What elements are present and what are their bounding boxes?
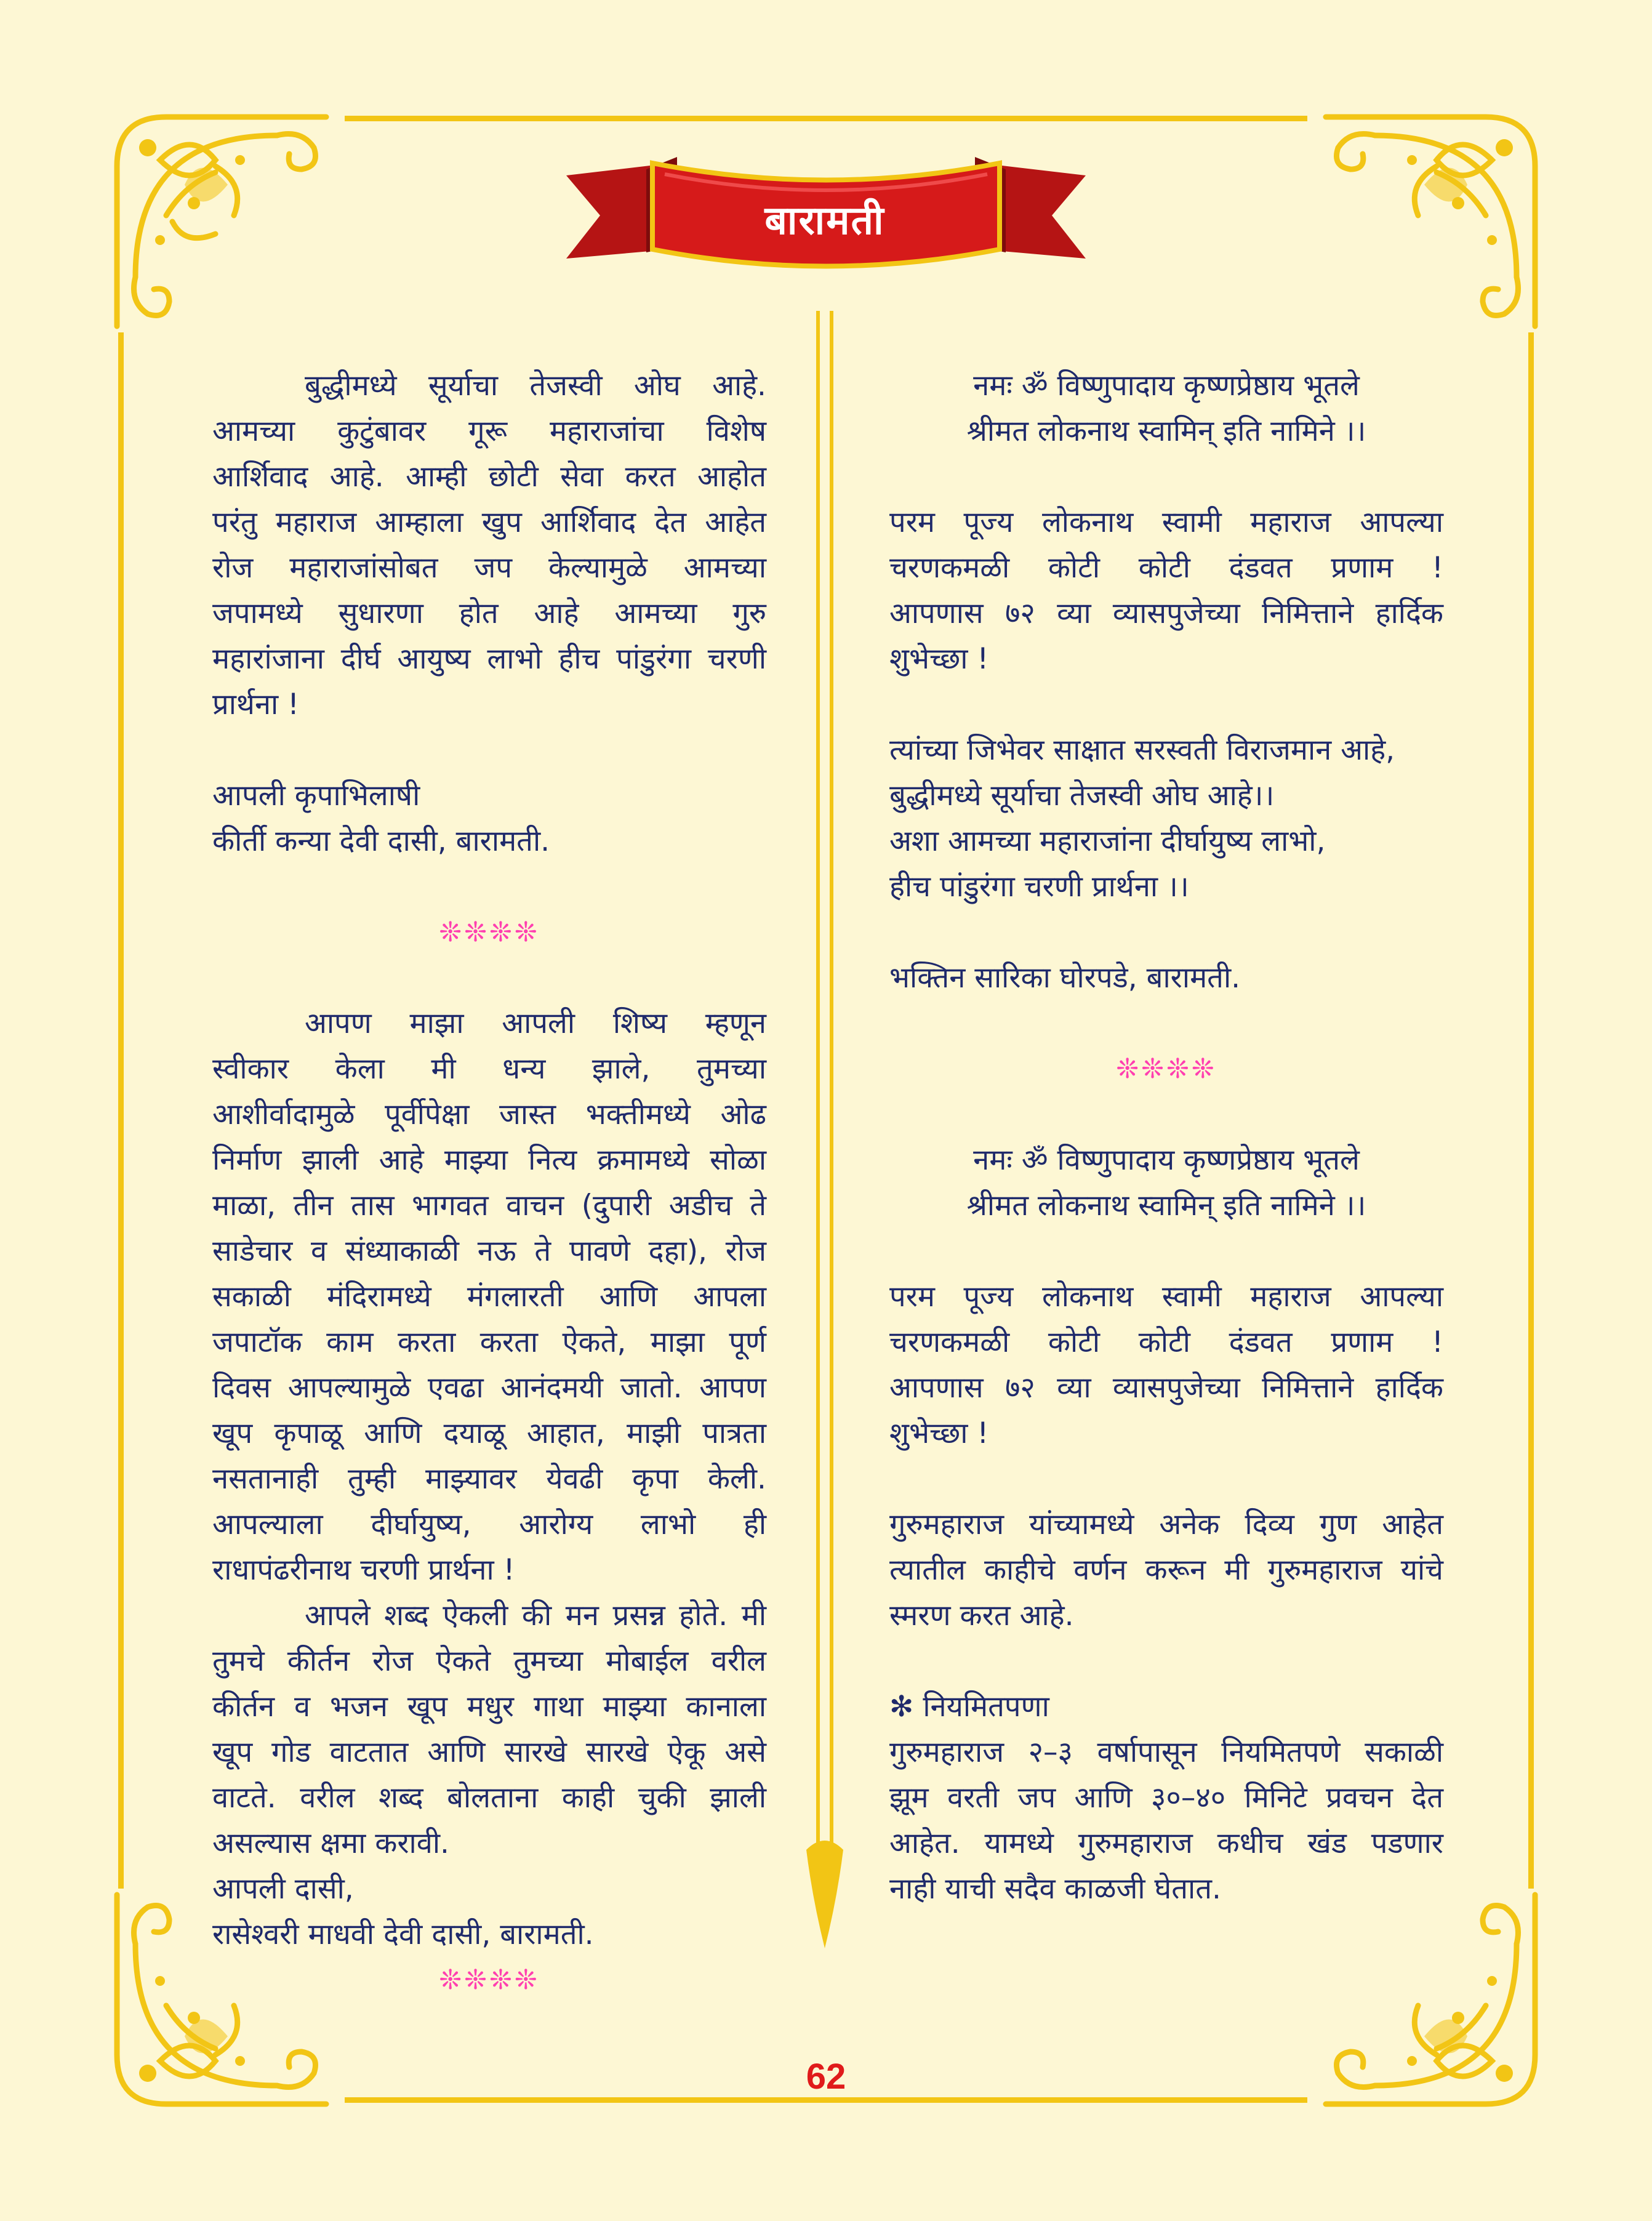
corner-ornament-icon [92,92,351,351]
text-line: आपली कृपाभिलाषी [212,779,420,813]
text-line: बुद्धीमध्ये सूर्याचा तेजस्वी ओघ आहे।। [889,779,1275,813]
text-line: त्यातील काहीचे वर्णन करून मी गुरुमहाराज यांचे [889,1553,1443,1587]
text-line: आपणास ७२ व्या व्यासपुजेच्या निमित्ताने हार्दिक [889,1371,1443,1405]
border-right [1528,332,1534,1889]
text-line: शुभेच्छा ! [889,1416,989,1450]
page-title: बारामती [764,198,885,244]
text-line: आपण माझा आपली शिष्य म्हणून [305,1006,766,1040]
text-line: नमः ॐ विष्णुपादाय कृष्णप्रेष्ठाय भूतले [973,1143,1360,1177]
text-block [889,1684,1443,1730]
text-block [212,773,766,864]
spacer [212,728,766,773]
spacer [889,1229,1443,1274]
text-line: जपामध्ये सुधारणा होत आहे आमच्या गुरु [212,596,766,630]
text-line: माळा, तीन तास भागवत वाचन (दुपारी अडीच ते [212,1189,766,1223]
spacer [889,1639,1443,1684]
border-bottom [345,2097,1307,2103]
text-line: महारांजाना दीर्घ आयुष्य लाभो हीच पांडुरंगा चरणी [212,642,766,676]
text-line: चरणकमळी कोटी कोटी दंडवत प्रणाम ! [889,551,1443,585]
spacer [889,1092,1443,1138]
text-line: गुरुमहाराज २–३ वर्षापासून नियमितपणे सकाळी [889,1735,1443,1769]
text-line: असल्यास क्षमा करावी. [212,1826,449,1860]
section-separator: ❊❊❊❊ [439,917,540,948]
text-line: चरणकमळी कोटी कोटी दंडवत प्रणाम ! [889,1325,1443,1359]
paragraph [212,1001,766,1593]
border-left [118,332,124,1889]
paragraph [212,363,766,728]
text-line: आपणास ७२ व्या व्यासपुजेच्या निमित्ताने हार्दिक [889,596,1443,630]
text-line: ✻ नियमितपणा [889,1690,1049,1724]
text-line: झूम वरती जप आणि ३०–४० मिनिटे प्रवचन देत [889,1781,1443,1815]
text-line: आपले शब्द ऐकली की मन प्रसन्न होते. मी [305,1599,766,1633]
border-top [345,116,1307,121]
text-line: दिवस आपल्यामुळे एवढा आनंदमयी जातो. आपण [212,1371,766,1405]
text-line: आर्शिवाद आहे. आम्ही छोटी सेवा करत आहोत [212,460,766,494]
text-line: कीर्तन व भजन खूप मधुर गाथा माझ्या कानाला [212,1690,766,1724]
text-line: साडेचार व संध्याकाळी नऊ ते पावणे दहा), रोज [212,1234,766,1268]
spacer [212,955,766,1001]
text-line: अशा आमच्या महाराजांना दीर्घायुष्य लाभो, [889,824,1326,858]
text-line: शुभेच्छा ! [889,642,989,676]
text-line: स्वीकार केला मी धन्य झाले, तुमच्या [212,1052,766,1086]
text-block [212,1866,766,1958]
text-line: श्रीमत लोकनाथ स्वामिन् इति नामिने ।। [966,1189,1366,1223]
spacer [889,910,1443,955]
text-line: त्यांच्या जिभेवर साक्षात सरस्वती विराजमान आहे, [889,733,1395,767]
text-line: कीर्ती कन्या देवी दासी, बारामती. [212,824,550,858]
paragraph [889,1502,1443,1639]
text-line: प्रार्थना ! [212,688,299,721]
page-number: 62 [806,2057,846,2097]
text-line: सकाळी मंदिरामध्ये मंगलारती आणि आपला [212,1280,766,1314]
text-block [889,728,1443,910]
text-line: आशीर्वादामुळे पूर्वीपेक्षा जास्त भक्तीमध्ये ओढ [212,1098,766,1131]
text-line: तुमचे कीर्तन रोज ऐकते तुमच्या मोबाईल वरील [212,1644,766,1678]
paragraph [889,1730,1443,1912]
text-line: आपली दासी, [212,1872,354,1906]
text-line: परम पूज्य लोकनाथ स्वामी महाराज आपल्या [889,1280,1443,1314]
spacer [889,1001,1443,1046]
text-line: आपल्याला दीर्घायुष्य, आरोग्य लाभो ही [212,1508,766,1541]
text-line: नाही याची सदैव काळजी घेतात. [889,1872,1221,1906]
right-column [889,363,1443,1912]
spacer [889,1456,1443,1502]
paragraph [889,1274,1443,1456]
spacer [889,682,1443,728]
paragraph [212,1593,766,1866]
text-line: निर्माण झाली आहे माझ्या नित्य क्रमामध्ये सोळा [212,1143,766,1177]
text-line: आमच्या कुटुंबावर गूरू महाराजांचा विशेष [212,414,766,448]
text-line: श्रीमत लोकनाथ स्वामिन् इति नामिने ।। [966,414,1366,448]
shloka-block [889,1138,1443,1229]
text-line: वाटते. वरील शब्द बोलताना काही चुकी झाली [212,1781,766,1815]
text-line: बुद्धीमध्ये सूर्याचा तेजस्वी ओघ आहे. [305,369,766,403]
text-line: स्मरण करत आहे. [889,1599,1074,1633]
text-line: नमः ॐ विष्णुपादाय कृष्णप्रेष्ठाय भूतले [973,369,1360,403]
spacer [212,864,766,910]
text-block [889,955,1443,1001]
spacer [889,454,1443,500]
text-line: गुरुमहाराज यांच्यामध्ये अनेक दिव्य गुण आहेत [889,1508,1443,1541]
text-line: जपाटॉक काम करता करता ऐकते, माझा पूर्ण [212,1325,766,1359]
text-line: खूप गोड वाटतात आणि सारखे सारखे ऐकू असे [212,1735,766,1769]
paragraph [889,500,1443,682]
text-line: हीच पांडुरंगा चरणी प्रार्थना ।। [889,870,1189,904]
shloka-block [889,363,1443,454]
text-line: परंतु महाराज आम्हाला खुप आर्शिवाद देत आहेत [212,505,766,539]
left-column [212,363,766,2003]
text-line: नसतानाही तुम्ही माझ्यावर येवढी कृपा केली. [212,1462,766,1496]
text-line: रोज महाराजांसोबत जप केल्यामुळे आमच्या [212,551,766,585]
text-line: भक्तिन सारिका घोरपडे, बारामती. [889,961,1241,995]
text-line: परम पूज्य लोकनाथ स्वामी महाराज आपल्या [889,505,1443,539]
text-line: राधापंढरीनाथ चरणी प्रार्थना ! [212,1553,515,1587]
column-divider [800,311,849,1948]
section-separator: ❊❊❊❊ [1116,1053,1217,1085]
text-line: खूप कृपाळू आणि दयाळू आहात, माझी पात्रता [212,1416,766,1450]
text-line: रासेश्वरी माधवी देवी दासी, बारामती. [212,1918,594,1951]
text-line: आहेत. यामध्ये गुरुमहाराज कधीच खंड पडणार [889,1826,1443,1860]
corner-ornament-icon [1301,92,1560,351]
section-separator: ❊❊❊❊ [439,1964,540,1996]
